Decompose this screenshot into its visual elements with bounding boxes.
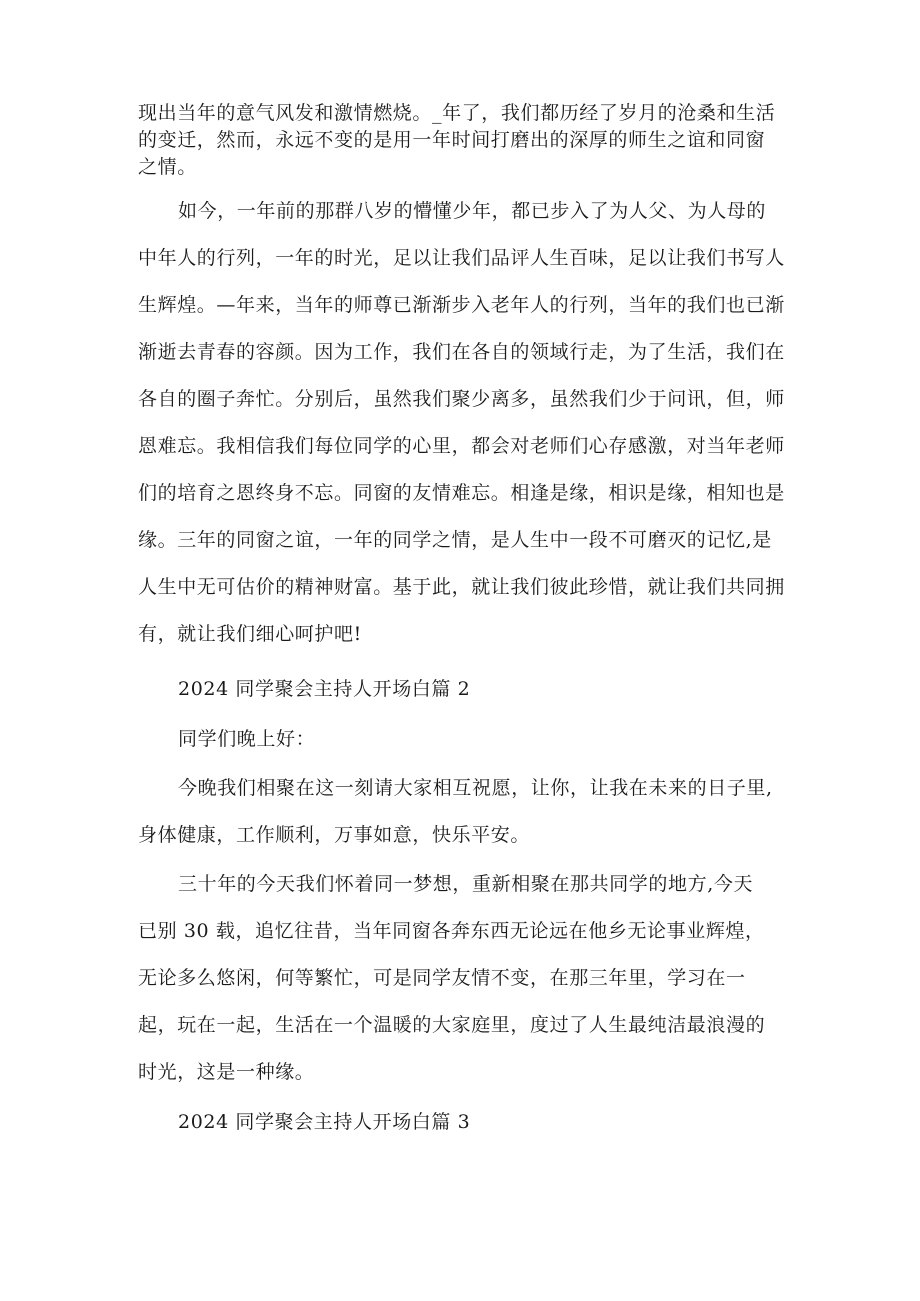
section-heading: 2024 同学聚会主持人开场白篇 3 [178,1111,471,1133]
text-line: 中年人的行列，一年的时光，足以让我们品评人生百味，足以让我们书写人 [138,247,785,269]
text-line: 各自的圈子奔忙。分别后，虽然我们聚少离多，虽然我们少于问讯，但，师 [138,388,785,410]
text-line: 时光，这是一种缘。 [138,1061,315,1083]
text-line: 无论多么悠闲，何等繁忙，可是同学友情不变，在那三年里，学习在一 [138,967,746,989]
text-line: 之情。 [138,156,197,178]
text-line: 人生中无可估价的精神财富。基于此，就让我们彼此珍惜，就让我们共同拥 [138,576,785,598]
text-line: 已别 30 载，追忆往昔，当年同窗各奔东西无论远在他乡无论事业辉煌， [138,920,765,942]
text-line: 的变迁，然而，永远不变的是用一年时间打磨出的深厚的师生之谊和同窗 [138,129,766,151]
greeting-line: 同学们晚上好： [178,728,316,750]
text-line: 们的培育之恩终身不忘。同窗的友情难忘。相逢是缘，相识是缘，相知也是 [138,482,785,504]
text-line: 生辉煌。—年来，当年的师尊已渐渐步入老年人的行列，当年的我们也已渐 [138,294,785,316]
text-line: 恩难忘。我相信我们每位同学的心里，都会对老师们心存感激，对当年老师 [138,435,785,457]
text-line: 现出当年的意气风发和激情燃烧。_年了，我们都历经了岁月的沧桑和生活 [138,102,776,124]
text-line: 有，就让我们细心呵护吧! [138,623,362,645]
text-line: 三十年的今天我们怀着同一梦想，重新相聚在那共同学的地方,今天 [178,873,754,895]
text-line: 身体健康，工作顺利，万事如意，快乐平安。 [138,824,531,846]
text-line: 渐逝去青春的容颜。因为工作，我们在各自的领域行走，为了生活，我们在 [138,341,785,363]
text-line: 起，玩在一起，生活在一个温暖的大家庭里，度过了人生最纯洁最浪漫的 [138,1014,766,1036]
text-line: 缘。三年的同窗之谊，一年的同学之情，是人生中一段不可磨灭的记忆,是 [138,529,772,551]
text-line: 如今，一年前的那群八岁的懵懂少年，都已步入了为人父、为人母的 [178,200,767,222]
section-heading: 2024 同学聚会主持人开场白篇 2 [178,678,471,700]
text-line: 今晚我们相聚在这一刻请大家相互祝愿，让你，让我在未来的日子里, [178,777,773,799]
